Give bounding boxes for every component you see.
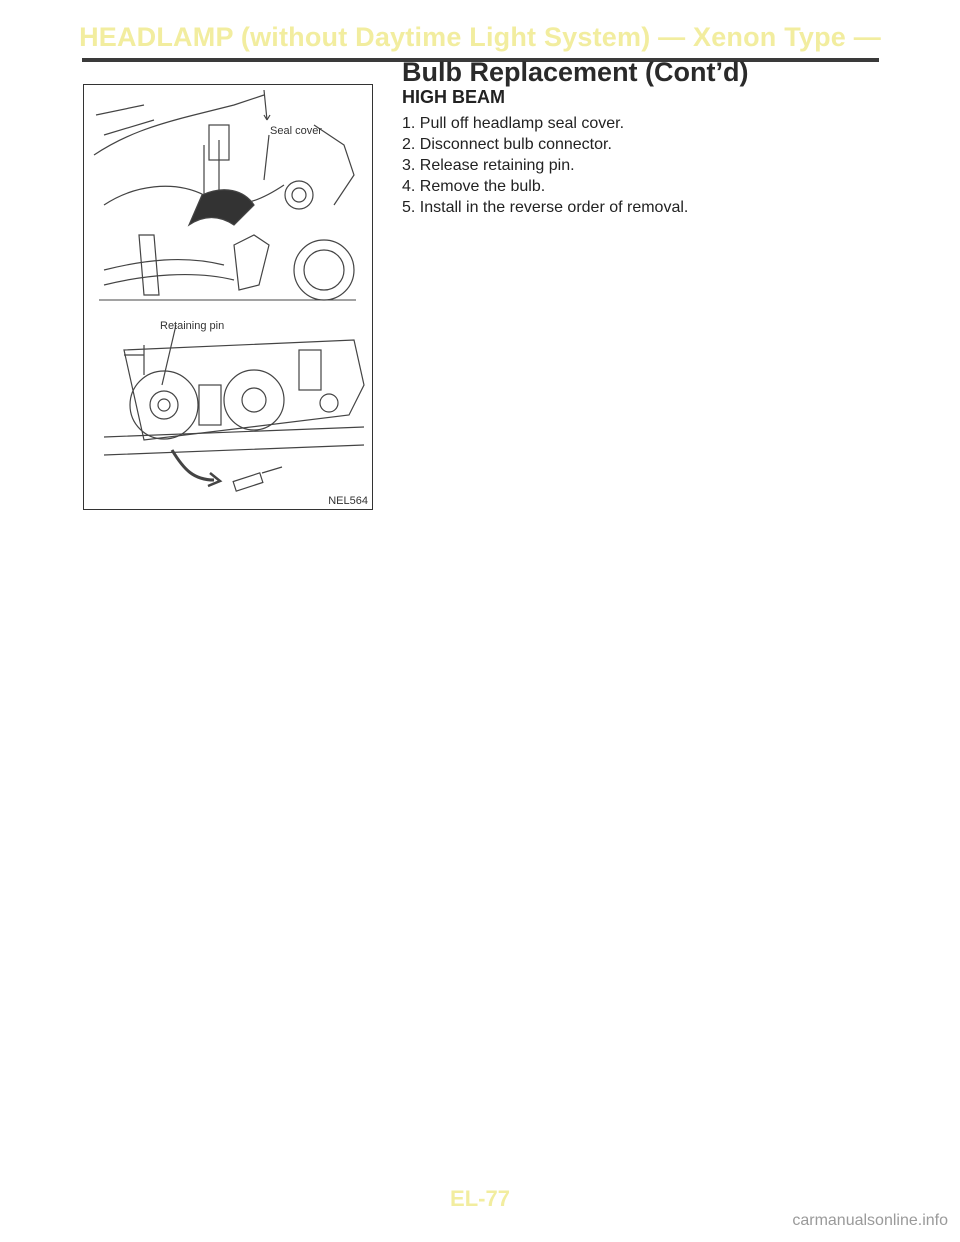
section-heading: HIGH BEAM: [402, 87, 505, 107]
page-header-subtitle: Bulb Replacement (Cont’d): [402, 57, 749, 87]
headlamp-illustration: [84, 85, 372, 509]
step-item: 1. Pull off headlamp seal cover.: [402, 115, 625, 132]
step-item: 2. Disconnect bulb connector.: [402, 136, 612, 153]
page-number: EL-77: [450, 1186, 510, 1211]
illustration-figure: [83, 84, 373, 510]
watermark: carmanualsonline.info: [792, 1212, 948, 1229]
retaining-pin-label: Retaining pin: [160, 320, 225, 332]
figure-code: NEL564: [328, 495, 368, 507]
step-item: 4. Remove the bulb.: [402, 178, 546, 195]
seal-cover-label: Seal cover: [270, 125, 322, 137]
page-header-title: HEADLAMP (without Daytime Light System) — Xenon Type —: [79, 22, 881, 52]
step-item: 3. Release retaining pin.: [402, 157, 575, 174]
step-item: 5. Install in the reverse order of removal.: [402, 199, 689, 216]
procedure-steps: [402, 113, 688, 218]
